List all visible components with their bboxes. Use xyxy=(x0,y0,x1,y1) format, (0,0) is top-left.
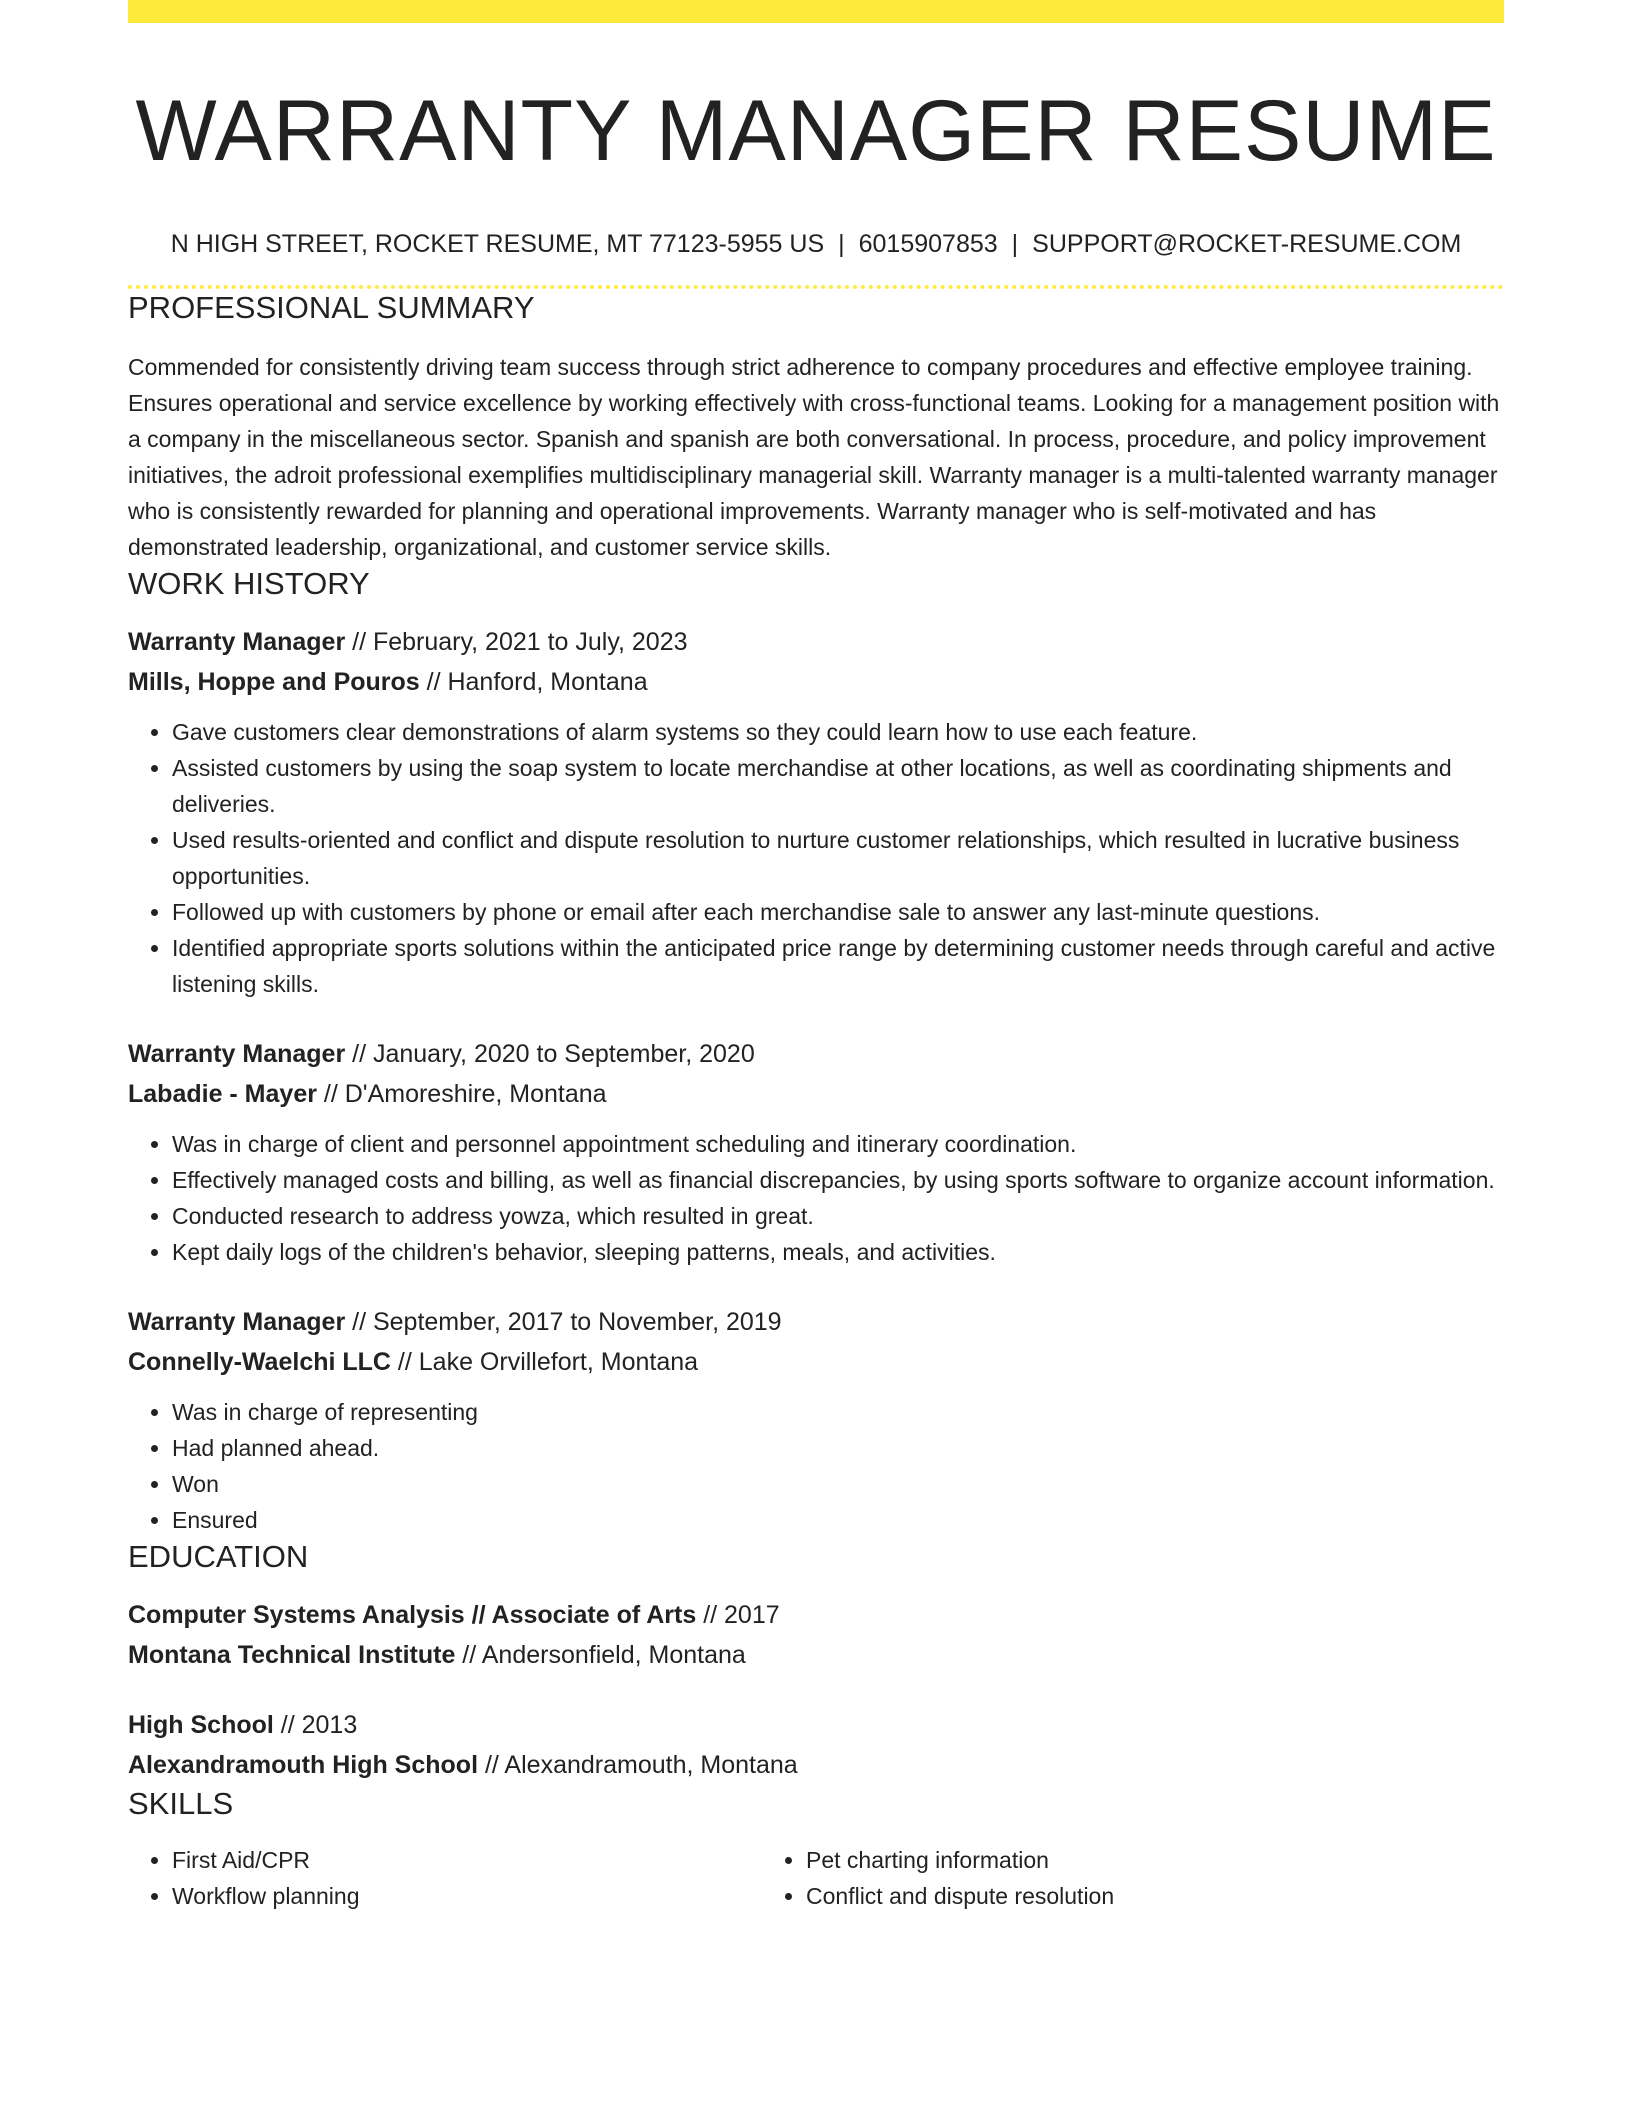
job-bullets xyxy=(128,1126,1504,1270)
skills-list xyxy=(128,1842,1504,1914)
job-bullet: • Used results-oriented and conflict and dispute resolution to nurture customer relationships, which resulted in lucrative business opportunities. xyxy=(172,822,1504,894)
skill-item: • Pet charting information xyxy=(806,1842,1440,1878)
job-bullet: • Assisted customers by using the soap system to locate merchandise at other locations, as well as coordinating shipments and deliveries. xyxy=(172,750,1504,822)
skill-item: • First Aid/CPR xyxy=(172,1842,762,1878)
job-title-line xyxy=(128,622,1504,662)
education-location: // Andersonfield, Montana xyxy=(455,1640,746,1669)
job-company-line xyxy=(128,1342,1504,1382)
job-entry xyxy=(128,622,1504,1002)
job-company-line xyxy=(128,662,1504,702)
job-bullet: • Won xyxy=(172,1466,1504,1502)
contact-line xyxy=(128,229,1504,259)
education-entry xyxy=(128,1705,1504,1785)
work-history-heading: WORK HISTORY xyxy=(128,566,370,602)
job-bullet: • Conducted research to address yowza, which resulted in great. xyxy=(172,1198,1504,1234)
skills-column-2 xyxy=(762,1842,1440,1914)
job-bullet: • Had planned ahead. xyxy=(172,1430,1504,1466)
skills-column-1 xyxy=(128,1842,762,1914)
job-bullet: • Effectively managed costs and billing, as well as financial discrepancies, by using sports software to organize account information. xyxy=(172,1162,1504,1198)
contact-separator: | xyxy=(1011,230,1019,259)
job-bullet: • Was in charge of representing xyxy=(172,1394,1504,1430)
resume-title: WARRANTY MANAGER RESUME xyxy=(135,83,1497,179)
education-heading: EDUCATION xyxy=(128,1538,309,1574)
job-dates: // January, 2020 to September, 2020 xyxy=(345,1039,755,1068)
job-bullet: • Was in charge of client and personnel appointment scheduling and itinerary coordination. xyxy=(172,1126,1504,1162)
education-year: // 2017 xyxy=(696,1600,780,1629)
job-entry xyxy=(128,1302,1504,1538)
job-title-line xyxy=(128,1302,1504,1342)
contact-address: N HIGH STREET, ROCKET RESUME, MT 77123-5955 US xyxy=(170,230,825,259)
summary-text: Commended for consistently driving team success through strict adherence to company procedures and effective employee training. Ensures operational and service excellence by working effectively with cross-functional teams. Looking for a management position with a company in the miscellaneous sector. Spanish and spanish are both conversational. In process, procedure, and policy improvement initiatives, the adroit professional exemplifies multidisciplinary managerial skill. Warranty manager is a multi-talented warranty manager who is consistently rewarded for planning and operational improvements. Warranty manager who is self-motivated and has demonstrated leadership, organizational, and customer service skills. xyxy=(128,354,1500,561)
education-school: Montana Technical Institute xyxy=(128,1640,456,1669)
job-title: Warranty Manager xyxy=(128,1039,346,1068)
education-entry xyxy=(128,1595,1504,1675)
job-company: Labadie - Mayer xyxy=(128,1079,317,1108)
job-bullet: • Ensured xyxy=(172,1502,1504,1538)
education-degree-line xyxy=(128,1705,1504,1745)
job-title: Warranty Manager xyxy=(128,1307,346,1336)
education-school-line xyxy=(128,1635,1504,1675)
accent-top-bar xyxy=(128,0,1504,23)
job-company-line xyxy=(128,1074,1504,1114)
job-entry xyxy=(128,1034,1504,1270)
contact-phone: 6015907853 xyxy=(858,230,998,259)
job-bullets xyxy=(128,1394,1504,1538)
contact-separator: | xyxy=(838,230,845,259)
job-dates: // September, 2017 to November, 2019 xyxy=(345,1307,782,1336)
resume-page xyxy=(128,0,1504,1914)
job-location: // D'Amoreshire, Montana xyxy=(316,1079,607,1108)
education-location: // Alexandramouth, Montana xyxy=(478,1750,798,1779)
job-company: Connelly-Waelchi LLC xyxy=(128,1347,391,1376)
skill-item: • Workflow planning xyxy=(172,1878,762,1914)
job-location: // Hanford, Montana xyxy=(419,667,648,696)
summary-heading: PROFESSIONAL SUMMARY xyxy=(128,290,535,326)
job-bullet: • Kept daily logs of the children's behavior, sleeping patterns, meals, and activities. xyxy=(172,1234,1504,1270)
skill-item: • Conflict and dispute resolution xyxy=(806,1878,1440,1914)
job-bullet: • Gave customers clear demonstrations of alarm systems so they could learn how to use each feature. xyxy=(172,714,1504,750)
education-year: // 2013 xyxy=(273,1710,358,1739)
job-title: Warranty Manager xyxy=(128,627,346,656)
job-title-line xyxy=(128,1034,1504,1074)
education-degree-line xyxy=(128,1595,1504,1635)
skills-heading: SKILLS xyxy=(128,1785,234,1821)
job-company: Mills, Hoppe and Pouros xyxy=(128,667,420,696)
job-bullet: • Followed up with customers by phone or email after each merchandise sale to answer any last-minute questions. xyxy=(172,894,1504,930)
job-bullet: • Identified appropriate sports solutions within the anticipated price range by determining customer needs through careful and active listening skills. xyxy=(172,930,1504,1002)
job-dates: // February, 2021 to July, 2023 xyxy=(345,627,688,656)
education-school-line xyxy=(128,1745,1504,1785)
education-school: Alexandramouth High School xyxy=(128,1750,479,1779)
contact-email: SUPPORT@ROCKET-RESUME.COM xyxy=(1032,230,1462,259)
job-location: // Lake Orvillefort, Montana xyxy=(390,1347,699,1376)
education-degree: Computer Systems Analysis // Associate of Arts xyxy=(128,1600,697,1629)
job-bullets xyxy=(128,714,1504,1002)
education-degree: High School xyxy=(128,1710,274,1739)
